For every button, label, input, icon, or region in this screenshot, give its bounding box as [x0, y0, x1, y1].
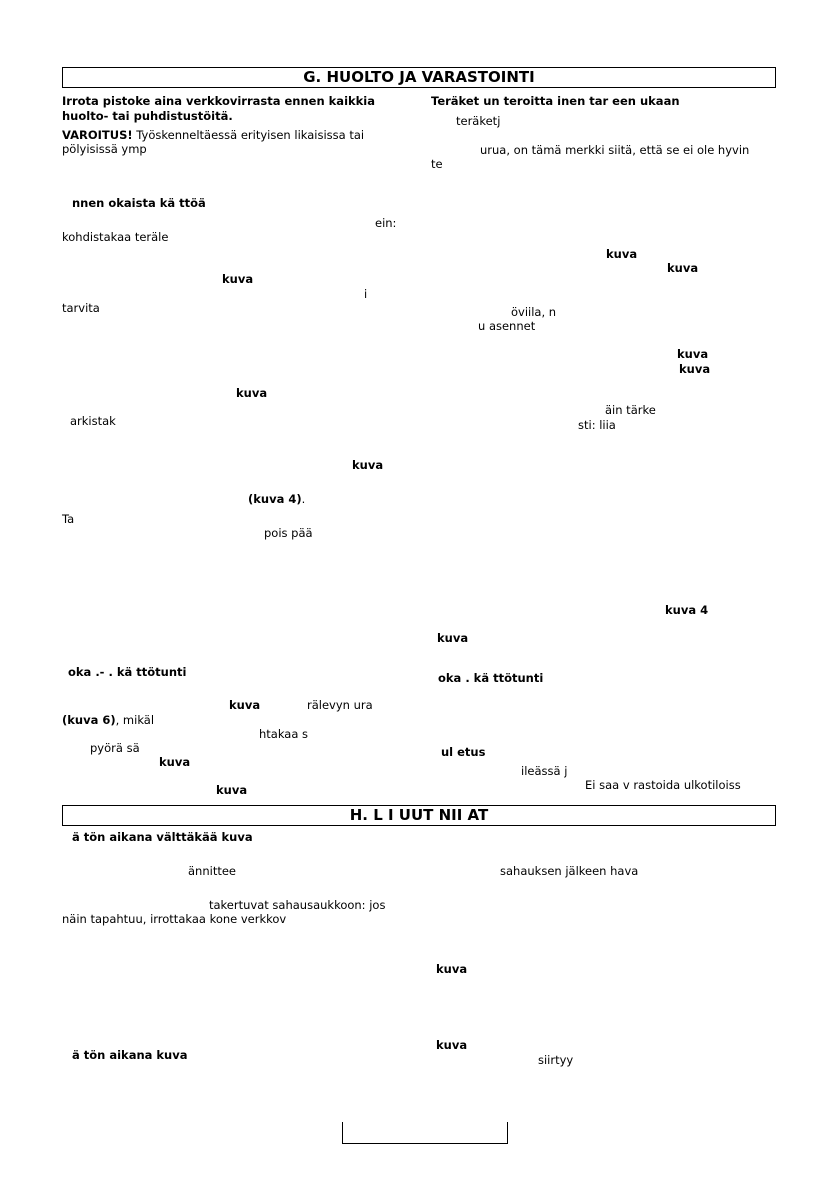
period: . — [301, 492, 306, 506]
warning-text: Työskenneltäessä erityisen likaisissa tai — [132, 128, 365, 142]
fragment-siirtyy: siirtyy — [538, 1053, 574, 1067]
figure-ref-kuva-6-line — [62, 713, 154, 727]
warning-label: VAROITUS! — [62, 128, 133, 142]
figure-ref-kuva: kuva — [677, 347, 709, 361]
figure-ref-kuva-4-line — [248, 492, 305, 506]
subheading-usage-hours-right: oka . kä ttötunti — [438, 671, 544, 685]
figure-ref-kuva: kuva — [667, 261, 699, 275]
figure-ref-kuva-6: (kuva 6) — [62, 713, 116, 727]
fragment-ta: Ta — [62, 512, 75, 526]
fragment-liia: sti: liia — [578, 418, 616, 432]
fragment-takertuvat: takertuvat sahausaukkoon: jos — [209, 898, 386, 912]
fragment-ei-saa: Ei saa v rastoida ulkotiloiss — [585, 778, 741, 792]
warning-text-2: pölyisissä ymp — [62, 142, 147, 156]
troubleshoot-line-1: ä tön aikana välttäkää kuva — [72, 830, 253, 844]
figure-ref-kuva: kuva — [436, 962, 468, 976]
fragment-teraketj: teräketj — [456, 114, 501, 128]
figure-ref-kuva: kuva — [606, 247, 638, 261]
fragment-te: te — [431, 157, 443, 171]
fragment-arkistak: arkistak — [70, 414, 116, 428]
subheading-usage-hours: oka .- . kä ttötunti — [68, 665, 187, 679]
figure-ref-kuva: kuva — [216, 783, 248, 797]
intro-bold-line-2: huolto- tai puhdistustöitä. — [62, 109, 233, 123]
fragment-nain: näin tapahtuu, irrottakaa kone verkkov — [62, 912, 287, 926]
fragment-urua: urua, on tämä merkki siitä, että se ei ole hyvin — [480, 143, 750, 157]
fragment-annittee: ännittee — [188, 864, 236, 878]
fragment-mikal: , mikäl — [115, 713, 155, 727]
figure-ref-kuva: kuva — [229, 698, 261, 712]
fragment-ralevyn: rälevyn ura — [307, 698, 373, 712]
section-g-heading: G. HUOLTO JA VARASTOINTI — [62, 67, 776, 88]
fragment-tarvita: tarvita — [62, 301, 100, 315]
fragment-oviila: öviila, n — [511, 305, 557, 319]
fragment-pyora: pyörä sä — [90, 741, 140, 755]
fragment-ileassa: ileässä j — [521, 764, 568, 778]
warning-paragraph — [62, 128, 364, 142]
figure-ref-kuva-4: (kuva 4) — [248, 492, 302, 506]
troubleshoot-line-bottom: ä tön aikana kuva — [72, 1048, 188, 1062]
fragment-sahauksen: sahauksen jälkeen hava — [500, 864, 639, 878]
fragment-htakaa: htakaa s — [259, 727, 309, 741]
fragment-ein: ein: — [375, 216, 397, 230]
subheading-before-use: nnen okaista kä ttöä — [72, 196, 206, 210]
page-number-box — [342, 1122, 508, 1144]
fragment-tarke: äin tärke — [605, 403, 656, 417]
figure-ref-kuva-14: kuva 4 — [665, 603, 709, 617]
figure-ref-kuva: kuva — [436, 1038, 468, 1052]
figure-ref-kuva: kuva — [159, 755, 191, 769]
fragment-kohdistakaa: kohdistakaa teräle — [62, 230, 169, 244]
fragment-i: i — [364, 287, 368, 301]
figure-ref-kuva: kuva — [352, 458, 384, 472]
intro-bold-line-1: Irrota pistoke aina verkkovirrasta ennen kaikkia — [62, 94, 376, 108]
section-h-heading: H. L I UUT NII AT — [62, 805, 776, 826]
fragment-asennet: u asennet — [478, 319, 536, 333]
subheading-storage: ul etus — [441, 745, 486, 759]
figure-ref-kuva: kuva — [222, 272, 254, 286]
fragment-pois: pois pää — [264, 526, 313, 540]
figure-ref-kuva: kuva — [236, 386, 268, 400]
figure-ref-kuva: kuva — [679, 362, 711, 376]
sharpening-heading: Teräket un teroitta inen tar een ukaan — [431, 94, 680, 108]
figure-ref-kuva: kuva — [437, 631, 469, 645]
